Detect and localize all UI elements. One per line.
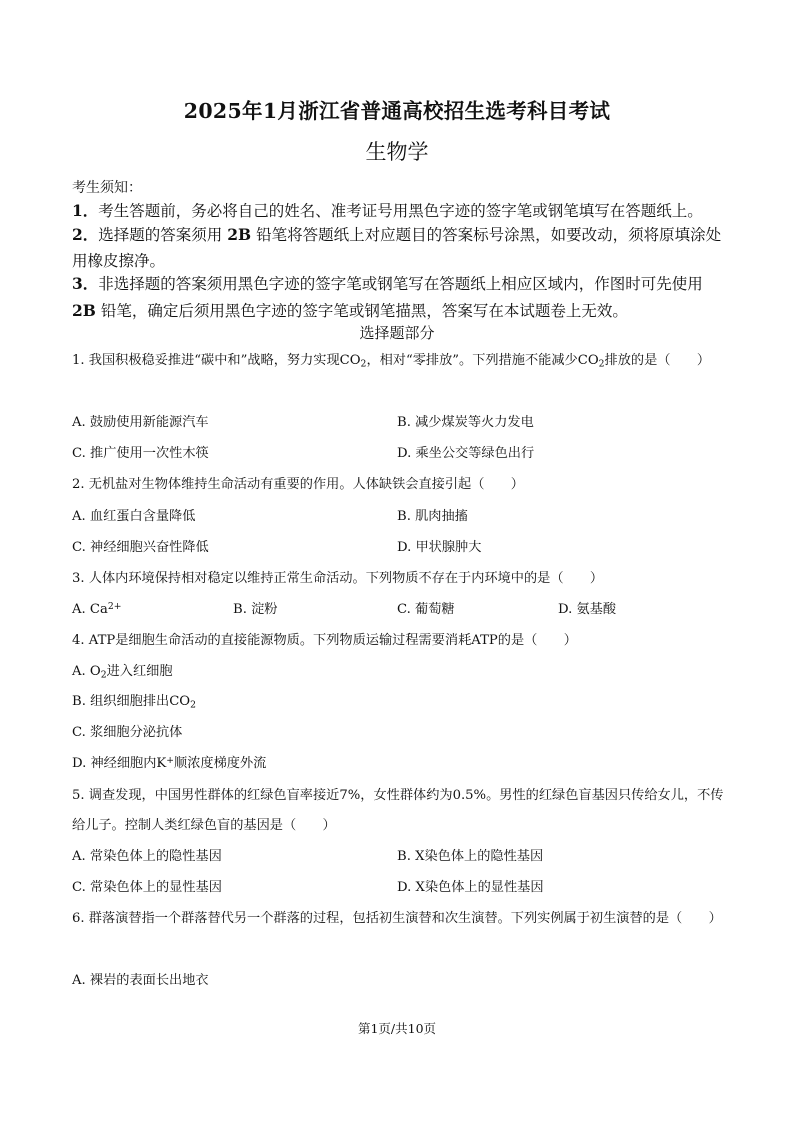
- question-1-option-c: C. 推广使用一次性木筷: [72, 446, 209, 461]
- question-2-option-d: D. 甲状腺肿大: [397, 540, 482, 555]
- question-5-option-c: C. 常染色体上的显性基因: [72, 880, 222, 895]
- instruction-number: 2．: [72, 225, 99, 244]
- option-text: B. 组织细胞排出CO: [72, 694, 191, 709]
- question-6-option-a: A. 裸岩的表面长出地衣: [72, 973, 209, 988]
- question-3-option-a: [72, 600, 122, 620]
- question-2-option-c: C. 神经细胞兴奋性降低: [72, 540, 209, 555]
- question-3-option-d: D. 氨基酸: [558, 602, 617, 617]
- question-3-option-c: C. 葡萄糖: [397, 602, 455, 617]
- option-text: 顺浓度梯度外流: [174, 756, 267, 771]
- instruction-bold: 2B: [227, 225, 252, 244]
- question-1-option-a: A. 鼓励使用新能源汽车: [72, 415, 209, 430]
- question-2-option-a: A. 血红蛋白含量降低: [72, 509, 196, 524]
- question-3-option-b: B. 淀粉: [233, 602, 278, 617]
- question-4-stem: 4. ATP是细胞生命活动的直接能源物质。下列物质运输过程需要消耗ATP的是（ ）: [72, 633, 577, 648]
- superscript: 2+: [107, 600, 122, 612]
- subscript: 2: [190, 699, 196, 711]
- question-text: 排放的是（ ）: [604, 353, 711, 368]
- exam-title: 2025年1月浙江省普通高校招生选考科目考试: [183, 99, 611, 123]
- instructions-label: 考生须知：: [72, 180, 142, 196]
- question-5-option-d: D. X染色体上的显性基因: [397, 880, 544, 895]
- question-text: ，相对“零排放”。下列措施不能减少CO: [366, 353, 599, 368]
- superscript: +: [166, 754, 175, 766]
- question-4-option-b: [72, 692, 196, 712]
- instruction-number: 1．: [72, 201, 99, 220]
- instruction-bold: 2B: [72, 300, 96, 320]
- instruction-item-3: [72, 271, 732, 324]
- question-1-option-b: B. 减少煤炭等火力发电: [397, 415, 534, 430]
- question-4-option-c: C. 浆细胞分泌抗体: [72, 725, 183, 740]
- subscript: 2: [598, 358, 605, 370]
- instruction-text: 选择题的答案须用: [98, 226, 223, 244]
- question-1-stem: [72, 346, 732, 376]
- question-6-stem: 6. 群落演替指一个群落替代另一个群落的过程，包括初生演替和次生演替。下列实例属于初生演替的是（ ）: [72, 911, 722, 926]
- exam-subject: 生物学: [365, 140, 429, 164]
- question-2-option-b: B. 肌肉抽搐: [397, 509, 468, 524]
- option-text: A. O: [72, 664, 101, 679]
- question-4-option-a: [72, 662, 173, 682]
- question-5-option-b: B. X染色体上的隐性基因: [397, 849, 544, 864]
- instruction-text: 铅笔，确定后须用黑色字迹的签字笔或钢笔描黑，答案写在本试题卷上无效。: [100, 301, 628, 320]
- question-3-stem: 3. 人体内环境保持相对稳定以维持正常生命活动。下列物质不存在于内环境中的是（ ）: [72, 571, 604, 586]
- question-5-stem: 5. 调查发现，中国男性群体的红绿色盲率接近7%，女性群体约为0.5%。男性的红绿色盲基因只传给女儿，不传给儿子。控制人类红绿色盲的基因是（ ）: [72, 788, 724, 833]
- question-5-option-a: A. 常染色体上的隐性基因: [72, 849, 222, 864]
- subscript: 2: [100, 669, 107, 681]
- question-4-option-d: [72, 754, 266, 774]
- subscript: 2: [360, 358, 367, 370]
- question-1-option-d: D. 乘坐公交等绿色出行: [397, 446, 535, 461]
- option-text: D. 神经细胞内K: [72, 756, 167, 771]
- instruction-item-1: [72, 198, 732, 225]
- option-text: 进入红细胞: [106, 664, 173, 679]
- page-number: 第1页/共10页: [357, 1021, 437, 1036]
- question-2-stem: 2. 无机盐对生物体维持生命活动有重要的作用。人体缺铁会直接引起（ ）: [72, 477, 524, 492]
- question-text: 1. 我国积极稳妥推进“碳中和”战略，努力实现CO: [72, 353, 361, 368]
- section-title: 选择题部分: [359, 324, 435, 342]
- instruction-number: 3．: [72, 274, 99, 293]
- instruction-text: 非选择题的答案须用黑色字迹的签字笔或钢笔写在答题纸上相应区域内，作图时可先使用: [98, 275, 703, 293]
- instruction-text: 铅笔将答题纸上对应题目的答案标号涂黑，如要改动，须将原填涂处用橡皮擦净。: [72, 226, 722, 270]
- instruction-text: 考生答题前，务必将自己的姓名、准考证号用黑色字迹的签字笔或钢笔填写在答题纸上。: [98, 202, 703, 220]
- option-text: A. Ca: [72, 602, 108, 617]
- instruction-item-2: [72, 222, 732, 274]
